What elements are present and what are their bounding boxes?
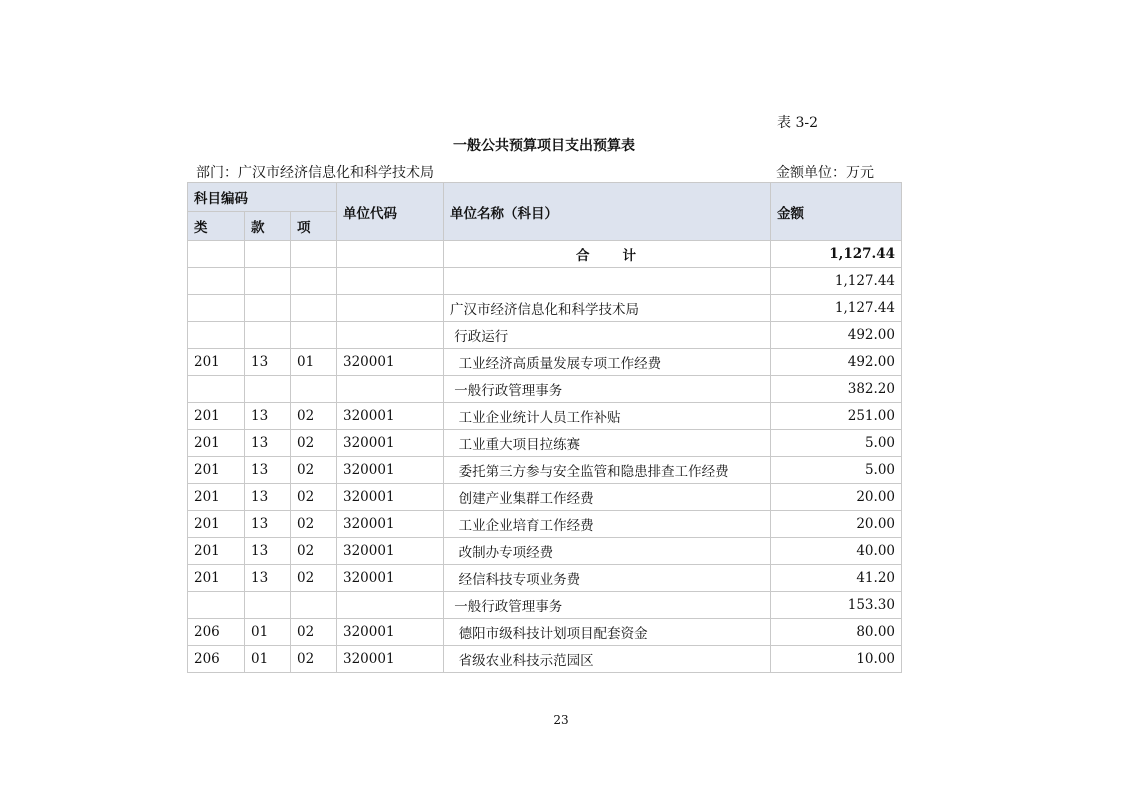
cell-item: 02 bbox=[291, 484, 337, 511]
cell-unit-code bbox=[337, 268, 444, 295]
cell-section: 13 bbox=[245, 403, 291, 430]
cell-unit-name: 一般行政管理事务 bbox=[444, 592, 771, 619]
table-row bbox=[188, 349, 902, 376]
cell-amount: 20.00 bbox=[771, 484, 902, 511]
department-label: 部门：广汉市经济信息化和科学技术局 bbox=[196, 165, 434, 181]
header-item: 项 bbox=[291, 212, 337, 241]
cell-unit-name: 工业企业统计人员工作补贴 bbox=[444, 403, 771, 430]
table-row bbox=[188, 646, 902, 673]
cell-section: 13 bbox=[245, 538, 291, 565]
cell-amount: 80.00 bbox=[771, 619, 902, 646]
cell-class: 206 bbox=[188, 619, 245, 646]
cell-unit-name: 一般行政管理事务 bbox=[444, 376, 771, 403]
total-row bbox=[188, 241, 902, 268]
cell-amount: 492.00 bbox=[771, 322, 902, 349]
cell-section: 13 bbox=[245, 511, 291, 538]
cell-class bbox=[188, 322, 245, 349]
cell-unit-code: 320001 bbox=[337, 349, 444, 376]
cell-unit-code bbox=[337, 592, 444, 619]
cell-unit-name: 委托第三方参与安全监管和隐患排查工作经费 bbox=[444, 457, 771, 484]
cell-unit-name: 省级农业科技示范园区 bbox=[444, 646, 771, 673]
cell-section bbox=[245, 268, 291, 295]
cell-unit-code: 320001 bbox=[337, 565, 444, 592]
cell-section: 13 bbox=[245, 430, 291, 457]
cell-class: 201 bbox=[188, 403, 245, 430]
cell-unit-name: 行政运行 bbox=[444, 322, 771, 349]
cell-class bbox=[188, 295, 245, 322]
cell-unit-name: 工业经济高质量发展专项工作经费 bbox=[444, 349, 771, 376]
cell-class: 201 bbox=[188, 511, 245, 538]
cell-unit-code: 320001 bbox=[337, 457, 444, 484]
cell-amount: 10.00 bbox=[771, 646, 902, 673]
cell-amount: 382.20 bbox=[771, 376, 902, 403]
cell-item: 02 bbox=[291, 457, 337, 484]
cell-section: 13 bbox=[245, 349, 291, 376]
cell-item: 02 bbox=[291, 403, 337, 430]
cell-amount: 153.30 bbox=[771, 592, 902, 619]
table-header-row bbox=[188, 183, 902, 212]
table-row bbox=[188, 538, 902, 565]
cell-unit-code: 320001 bbox=[337, 430, 444, 457]
cell-unit-code: 320001 bbox=[337, 511, 444, 538]
page-number: 23 bbox=[553, 713, 569, 727]
table-row bbox=[188, 511, 902, 538]
cell-section bbox=[245, 376, 291, 403]
cell-unit-name: 创建产业集群工作经费 bbox=[444, 484, 771, 511]
cell-item: 01 bbox=[291, 349, 337, 376]
table-number: 表 3-2 bbox=[777, 115, 818, 131]
cell-unit-name bbox=[444, 268, 771, 295]
cell-section: 01 bbox=[245, 619, 291, 646]
cell-section: 13 bbox=[245, 565, 291, 592]
cell-section: 01 bbox=[245, 646, 291, 673]
cell-class: 201 bbox=[188, 538, 245, 565]
page-title: 一般公共预算项目支出预算表 bbox=[453, 138, 635, 154]
header-class: 类 bbox=[188, 212, 245, 241]
cell-class: 201 bbox=[188, 565, 245, 592]
cell-item bbox=[291, 376, 337, 403]
cell-item bbox=[291, 295, 337, 322]
cell-amount: 41.20 bbox=[771, 565, 902, 592]
table-row bbox=[188, 484, 902, 511]
cell-class: 201 bbox=[188, 430, 245, 457]
cell-section bbox=[245, 592, 291, 619]
cell-amount: 5.00 bbox=[771, 457, 902, 484]
cell-item: 02 bbox=[291, 646, 337, 673]
cell-unit-code: 320001 bbox=[337, 538, 444, 565]
amount-unit-label: 金额单位：万元 bbox=[776, 165, 874, 181]
cell-class bbox=[188, 376, 245, 403]
table-row bbox=[188, 376, 902, 403]
cell-unit-code bbox=[337, 322, 444, 349]
table-row bbox=[188, 322, 902, 349]
total-label: 合 计 bbox=[444, 241, 771, 268]
cell-amount: 1,127.44 bbox=[771, 268, 902, 295]
cell-unit-name: 德阳市级科技计划项目配套资金 bbox=[444, 619, 771, 646]
cell-item: 02 bbox=[291, 538, 337, 565]
cell-unit-code: 320001 bbox=[337, 646, 444, 673]
header-amount: 金额 bbox=[771, 183, 902, 241]
cell-class: 201 bbox=[188, 484, 245, 511]
cell-item bbox=[291, 268, 337, 295]
cell-item: 02 bbox=[291, 565, 337, 592]
cell-item: 02 bbox=[291, 619, 337, 646]
cell-unit-name: 经信科技专项业务费 bbox=[444, 565, 771, 592]
cell-amount: 5.00 bbox=[771, 430, 902, 457]
cell-class: 206 bbox=[188, 646, 245, 673]
table-row bbox=[188, 619, 902, 646]
cell-unit-code bbox=[337, 295, 444, 322]
cell-unit-code: 320001 bbox=[337, 484, 444, 511]
cell-class bbox=[188, 268, 245, 295]
cell-unit-code bbox=[337, 376, 444, 403]
header-section: 款 bbox=[245, 212, 291, 241]
table-row bbox=[188, 592, 902, 619]
cell-amount: 20.00 bbox=[771, 511, 902, 538]
cell-unit-code: 320001 bbox=[337, 619, 444, 646]
table-row bbox=[188, 403, 902, 430]
cell-class: 201 bbox=[188, 349, 245, 376]
cell-unit-name: 广汉市经济信息化和科学技术局 bbox=[444, 295, 771, 322]
cell-class bbox=[188, 592, 245, 619]
cell-section bbox=[245, 322, 291, 349]
table-row bbox=[188, 295, 902, 322]
cell-amount: 251.00 bbox=[771, 403, 902, 430]
cell-section: 13 bbox=[245, 484, 291, 511]
table-row bbox=[188, 457, 902, 484]
total-amount: 1,127.44 bbox=[771, 241, 902, 268]
cell-item bbox=[291, 592, 337, 619]
header-unit-code: 单位代码 bbox=[337, 183, 444, 241]
cell-unit-name: 改制办专项经费 bbox=[444, 538, 771, 565]
header-unit-name: 单位名称（科目） bbox=[444, 183, 771, 241]
table-row bbox=[188, 268, 902, 295]
cell-unit-name: 工业企业培育工作经费 bbox=[444, 511, 771, 538]
cell-amount: 492.00 bbox=[771, 349, 902, 376]
budget-table bbox=[187, 182, 902, 673]
header-subject-code: 科目编码 bbox=[188, 183, 337, 212]
cell-section bbox=[245, 295, 291, 322]
cell-unit-name: 工业重大项目拉练赛 bbox=[444, 430, 771, 457]
cell-unit-code: 320001 bbox=[337, 403, 444, 430]
cell-amount: 1,127.44 bbox=[771, 295, 902, 322]
cell-amount: 40.00 bbox=[771, 538, 902, 565]
table-row bbox=[188, 565, 902, 592]
cell-item: 02 bbox=[291, 511, 337, 538]
cell-class: 201 bbox=[188, 457, 245, 484]
cell-item: 02 bbox=[291, 430, 337, 457]
cell-item bbox=[291, 322, 337, 349]
table-row bbox=[188, 430, 902, 457]
cell-section: 13 bbox=[245, 457, 291, 484]
